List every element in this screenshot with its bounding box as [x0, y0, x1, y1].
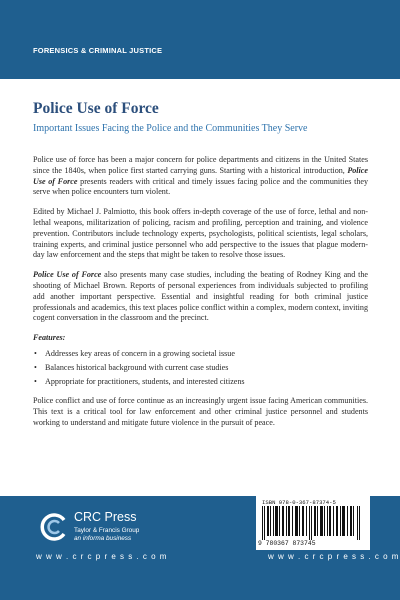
publisher-business: an informa business [74, 535, 132, 542]
para1-after: presents readers with critical and timely issues facing police and the communities they serve when police encounters turn violent. [33, 176, 369, 197]
top-banner [0, 0, 400, 79]
book-title: Police Use of Force [33, 100, 159, 117]
book-subtitle: Important Issues Facing the Police and the Communities They Serve [33, 123, 308, 134]
paragraph-intro [33, 155, 368, 198]
features-list [33, 349, 368, 387]
paragraph-case-studies [33, 270, 368, 324]
bullet-icon: • [34, 348, 37, 358]
isbn-text: ISBN 978-0-367-87374-5 [262, 499, 336, 506]
feature-item [33, 377, 368, 388]
crc-press-logo-icon [38, 512, 68, 542]
para3-title: Police Use of Force [33, 270, 102, 280]
feature-item [33, 363, 368, 374]
feature-text: Addresses key areas of concern in a growing societal issue [45, 348, 235, 358]
paragraph-closing: Police conflict and use of force continue as an increasingly urgent issue facing American communities. This text is a critical tool for law enforcement and other criminal justice personnel and students working to understand and mitigate future violence in the pursuit of peace. [33, 396, 368, 427]
publisher-url-right: w w w . c r c p r e s s . c o m [268, 552, 400, 561]
barcode-icon [262, 506, 364, 540]
feature-item [33, 349, 368, 360]
paragraph-editor: Edited by Michael J. Palmiotto, this book offers in-depth coverage of the use of force, lethal and non-lethal weapons, militarization of policing, racism and profiling, perception and training, and violence prevention. Contributors include technology experts, psychologists, political scientists, legal scholars, training experts, and criminal justice personnel who add perspective to the issues that plague modern-day law enforcement and the steps that might be taken to resolve those issues. [33, 207, 368, 260]
barcode-number: 9 780367 873745 [258, 540, 316, 547]
feature-text: Appropriate for practitioners, students, and interested citizens [45, 376, 245, 386]
series-label: FORENSICS & CRIMINAL JUSTICE [33, 46, 163, 55]
para1-before: Police use of force has been a major concern for police departments and citizens in the United States since the 1840s, when police first started carrying guns. Starting with a historical introduction, [33, 155, 368, 175]
bullet-icon: • [34, 376, 37, 386]
blurb [33, 155, 368, 438]
para3-after: also presents many case studies, including the beating of Rodney King and the shooting of Michael Brown. Reports of personal experiences from individuals subjected to profiling add another important perspective. Essential and insightful reading for both criminal justice professionals and academics, this text places police conflict within a complex, modern context, inviting cogent conversation in the classroom and the precinct. [33, 270, 368, 323]
publisher-name: CRC Press [74, 510, 137, 524]
bullet-icon: • [34, 362, 37, 372]
features-heading: Features: [33, 333, 66, 343]
feature-text: Balances historical background with current case studies [45, 362, 229, 372]
publisher-group: Taylor & Francis Group [74, 527, 140, 534]
publisher-url: w w w . c r c p r e s s . c o m [36, 552, 168, 561]
para1-title: Police Use of Force [33, 165, 368, 186]
